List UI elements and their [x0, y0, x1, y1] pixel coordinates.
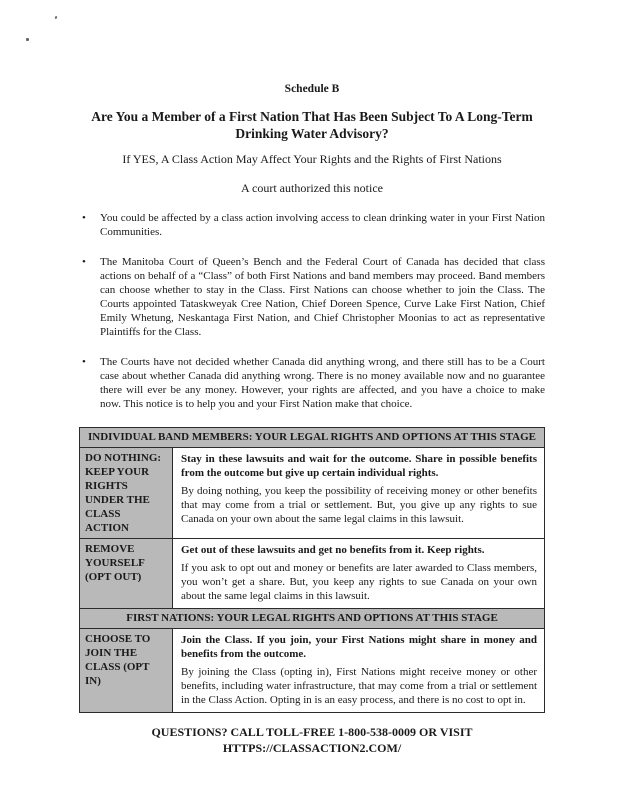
description-cell-opt-out — [173, 539, 545, 609]
page-title-line1: Are You a Member of a First Nation That Has Been Subject To A Long-Term — [91, 109, 533, 124]
section-header-first-nations: FIRST NATIONS: YOUR LEGAL RIGHTS AND OPTIONS AT THIS STAGE — [80, 609, 545, 629]
page-title — [79, 109, 545, 142]
option-summary: Get out of these lawsuits and get no benefits from it. Keep rights. — [181, 544, 485, 556]
bullet-list — [79, 211, 545, 411]
option-detail: By joining the Class (opting in), First Nations might receive money or other benefits, including water infrastructure, that may come from a trial or settlement in the Class Action. Opting in is an easy process, and there is no cost to opt in. — [181, 666, 537, 706]
option-cell-do-nothing: DO NOTHING: KEEP YOUR RIGHTS UNDER THE CLASS ACTION — [80, 448, 173, 539]
table-row-opt-out — [80, 539, 545, 609]
page-title-line2: Drinking Water Advisory? — [235, 125, 389, 141]
description-cell-opt-in — [173, 629, 545, 713]
option-cell-opt-out: REMOVE YOURSELF (OPT OUT) — [80, 539, 173, 609]
bullet-item-courts-decided — [79, 255, 545, 339]
section-header-band-members: INDIVIDUAL BAND MEMBERS: YOUR LEGAL RIGHTS AND OPTIONS AT THIS STAGE — [80, 428, 545, 448]
bullet-text: The Manitoba Court of Queen’s Bench and the Federal Court of Canada has decided that class actions on behalf of a “Class” of both First Nations and band members may proceed. Band members can choose whether to stay in the Class. First Nations can choose whether to join the Class. The Courts appointed Tataskweyak Cree Nation, Chief Doreen Spence, Curve Lake First Nation, Chief Emily Whetung, Neskantaga First Nation, and Chief Christopher Moonias to act as representative Plaintiffs for the Class. — [100, 256, 545, 338]
footer-url-line: HTTPS://CLASSACTION2.COM/ — [222, 740, 402, 755]
table-row-opt-in — [80, 629, 545, 713]
bullet-item-affected — [79, 211, 545, 239]
option-detail: By doing nothing, you keep the possibility of receiving money or other benefits that may come from a trial or settlement. But, you give up any rights to sue Canada on your own about the same legal claims in this lawsuit. — [181, 485, 537, 525]
option-summary: Join the Class. If you join, your First Nations might share in money and benefits from the outcome. — [181, 634, 537, 660]
legal-options-table — [79, 427, 545, 713]
page-content — [79, 0, 545, 756]
bullet-icon: • — [82, 256, 86, 268]
scan-artifact — [26, 38, 29, 41]
table-row-do-nothing — [80, 448, 545, 539]
option-cell-opt-in: CHOOSE TO JOIN THE CLASS (OPT IN) — [80, 629, 173, 713]
court-authorization-note: A court authorized this notice — [241, 181, 383, 195]
option-summary: Stay in these lawsuits and wait for the outcome. Share in possible benefits from the outcome but give up certain individual rights. — [181, 453, 537, 479]
contact-footer — [79, 725, 545, 756]
section-header-row-band-members — [80, 428, 545, 448]
section-header-row-first-nations — [80, 609, 545, 629]
bullet-item-no-decision-yet — [79, 355, 545, 411]
scan-artifact — [55, 16, 58, 20]
footer-phone-line: QUESTIONS? CALL TOLL-FREE 1-800-538-0009 OR VISIT — [151, 725, 473, 739]
subtitle: If YES, A Class Action May Affect Your Rights and the Rights of First Nations — [122, 152, 502, 166]
bullet-text: The Courts have not decided whether Canada did anything wrong, and there still has to be a Court case about whether Canada did anything wrong. There is no money available now and no guarantee there will ever be any money. However, your rights are affected, and you have a choice to make now. This notice is to help you and your First Nation make that choice. — [100, 356, 545, 410]
bullet-text: You could be affected by a class action involving access to clean drinking water in your First Nation Communities. — [100, 212, 545, 238]
option-detail: If you ask to opt out and money or benefits are later awarded to Class members, you won’t get a share. But, you keep any rights to sue Canada on your own about the same legal claims in this lawsuit. — [181, 562, 537, 602]
bullet-icon: • — [82, 356, 86, 368]
description-cell-do-nothing — [173, 448, 545, 539]
bullet-icon: • — [82, 212, 86, 224]
schedule-label: Schedule B — [284, 83, 340, 95]
